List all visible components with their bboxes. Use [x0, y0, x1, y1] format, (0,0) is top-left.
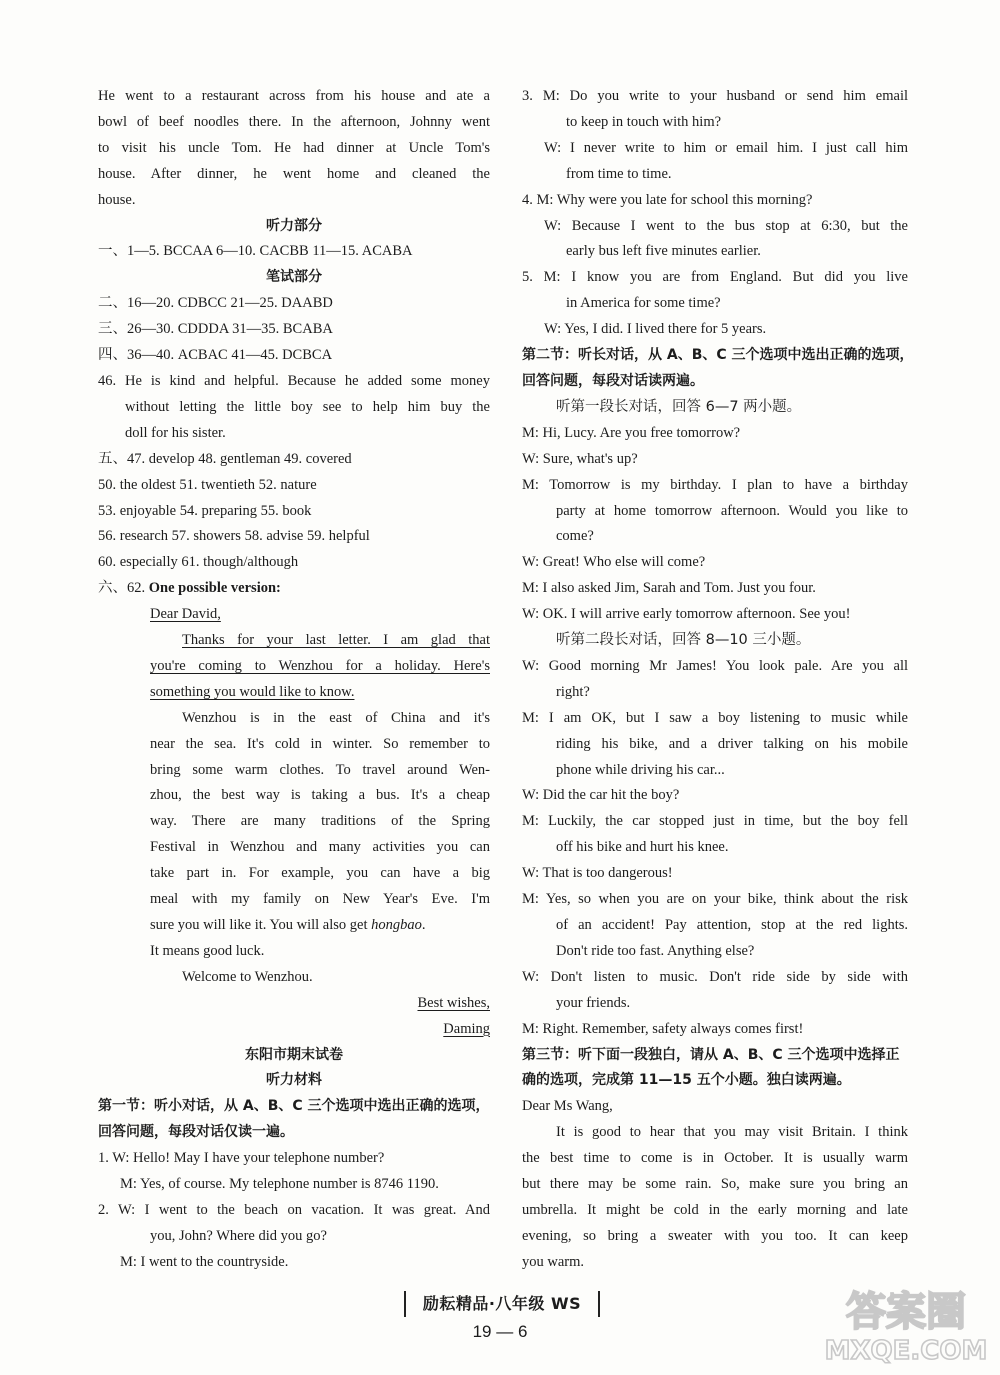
dialog-line: M: Yes, so when you are on your bike, think about the risk	[522, 891, 908, 908]
letter-signature: Daming	[443, 1020, 490, 1037]
monologue-greeting: Dear Ms Wang,	[522, 1098, 613, 1115]
watermark-url: MXQE.COM	[824, 1336, 988, 1366]
dialog-line: M: I went to the countryside.	[120, 1253, 289, 1270]
footer-brand: 励耘精品·八年级 WS	[404, 1291, 600, 1317]
section-instruction: 回答问题，每段对话读两遍。	[522, 372, 704, 389]
answer-title: One possible version:	[148, 580, 281, 597]
material-title: 听力材料	[266, 1072, 322, 1089]
page-number: 19 — 6	[472, 1322, 528, 1341]
dialog-line: M: Tomorrow is my birthday. I plan to have a birthday	[522, 476, 908, 493]
letter-welcome: Welcome to Wenzhou.	[182, 968, 313, 985]
dialog-line: to keep in touch with him?	[566, 113, 722, 130]
letter-line: take part in. For example, you can have a big	[150, 865, 490, 882]
dialog-line: M: I am OK, but I saw a boy listening to music while	[522, 709, 908, 726]
dialog-line: Don't ride too fast. Anything else?	[556, 942, 755, 959]
answer-line: 一、1—5. BCCAA 6—10. CACBB 11—15. ACABA	[98, 243, 413, 260]
letter-line: Thanks for your last letter. I am glad that	[182, 632, 490, 649]
letter-line: meal with my family on New Year's Eve. I'm	[150, 891, 490, 908]
monologue-line: the best time to come is in October. It is usually warm	[522, 1150, 908, 1167]
listening-heading: 听力部分	[266, 217, 322, 234]
answer-line: 60. especially 61. though/although	[98, 554, 299, 571]
monologue-line: but there may be some rain. So, make sure you bring an	[522, 1176, 908, 1193]
dialog-line: you, John? Where did you go?	[150, 1227, 327, 1244]
dialog-line: W: That is too dangerous!	[522, 865, 673, 882]
answer-line: 四、36—40. ACBAC 41—45. DCBCA	[98, 347, 333, 364]
letter-line: way. There are many traditions of the Spring	[150, 813, 490, 830]
section-instruction: 第一节：听小对话，从 A、B、C 三个选项中选出正确的选项，	[98, 1098, 490, 1115]
answer-line: 56. research 57. showers 58. advise 59. helpful	[98, 528, 370, 545]
dialog-line: party at home tomorrow afternoon. Would you like to	[556, 502, 908, 519]
dialog-line: from time to time.	[566, 165, 672, 182]
dialog-line: riding his bike, and a driver talking on his mobile	[556, 735, 908, 752]
essay-line: bowl of beef noodles there. In the afternoon, Johnny went	[98, 113, 490, 130]
dialog-line: W: I never write to him or email him. I just call him	[544, 139, 908, 156]
answer-line: 三、26—30. CDDDA 31—35. BCABA	[98, 321, 333, 338]
watermark-chars: 答案圈	[846, 1289, 966, 1335]
letter-line: near the sea. It's cold in winter. So remember to	[150, 735, 490, 752]
letter-line: you're coming to Wenzhou for a holiday. Here's	[150, 657, 490, 674]
letter-closing: Best wishes,	[417, 994, 490, 1011]
right-column	[522, 84, 914, 1276]
dialog-line: M: I also asked Jim, Sarah and Tom. Just you four.	[522, 580, 816, 597]
essay-line: house. After dinner, he went home and cleaned the	[98, 165, 490, 182]
section-instruction: 确的选项，完成第 11—15 五个小题。独白读两遍。	[522, 1072, 851, 1089]
dialog-line: come?	[556, 528, 594, 545]
dialog-line: W: Yes, I did. I lived there for 5 years.	[544, 321, 767, 338]
dialog-line: your friends.	[556, 994, 631, 1011]
monologue-line: umbrella. It might be cold in the early morning and late	[522, 1201, 908, 1218]
dialog-line: 5. M: I know you are from England. But did you live	[522, 269, 908, 286]
dialog-line: phone while driving his car...	[556, 761, 725, 778]
dialog-line: W: OK. I will arrive early tomorrow afternoon. See you!	[522, 606, 851, 623]
section-instruction: 回答问题，每段对话仅读一遍。	[98, 1124, 294, 1141]
dialog-line: W: Because I went to the bus stop at 6:30, but the	[544, 217, 908, 234]
exam-title: 东阳市期末试卷	[245, 1046, 343, 1063]
answer-line: 二、16—20. CDBCC 21—25. DAABD	[98, 295, 333, 312]
dialog-line: W: Did the car hit the boy?	[522, 787, 680, 804]
letter-line: Festival in Wenzhou and many activities you can	[150, 839, 490, 856]
dialog-line: 1. W: Hello! May I have your telephone number?	[98, 1150, 385, 1167]
section-instruction: 第三节：听下面一段独白，请从 A、B、C 三个选项中选择正	[522, 1046, 900, 1063]
watermark-icon	[820, 1281, 992, 1367]
letter-line: bring some warm clothes. To travel around Wen-	[150, 761, 490, 778]
dialog-line: 3. M: Do you write to your husband or send him email	[522, 88, 908, 104]
dialog-line: off his bike and hurt his knee.	[556, 839, 729, 856]
watermark-logo	[820, 1281, 992, 1367]
answer-line	[98, 576, 490, 602]
essay-line: to visit his uncle Tom. He had dinner at Uncle Tom's	[98, 139, 490, 156]
written-heading: 笔试部分	[266, 269, 322, 286]
answer-line: without letting the little boy see to help him buy the	[125, 398, 490, 415]
dialog-line: W: Great! Who else will come?	[522, 554, 706, 571]
dialog-line: M: Right. Remember, safety always comes first!	[522, 1020, 804, 1037]
dialog-line: W: Sure, what's up?	[522, 450, 638, 467]
monologue-line: you warm.	[522, 1253, 585, 1270]
dialog-line: W: Don't listen to music. Don't ride side by side with	[522, 968, 908, 985]
monologue-line: It is good to hear that you may visit Britain. I think	[556, 1124, 908, 1141]
answer-label: 六、62.	[98, 580, 149, 597]
dialog-line: 2. W: I went to the beach on vacation. It was great. And	[98, 1201, 490, 1218]
essay-line: house.	[98, 191, 136, 208]
dialog-line: M: Yes, of course. My telephone number is 8746 1190.	[120, 1176, 439, 1193]
letter-line: zhou, the best way is taking a bus. It's a cheap	[150, 787, 490, 804]
dialog-line: W: Good morning Mr James! You look pale. Are you all	[522, 657, 908, 674]
long-dialog-intro: 听第二段长对话，回答 8—10 三小题。	[556, 632, 811, 649]
letter-line: It means good luck.	[150, 942, 265, 959]
dialog-line: right?	[556, 683, 590, 700]
answer-line: doll for his sister.	[125, 424, 226, 441]
letter-greeting: Dear David,	[150, 606, 221, 623]
answer-line: 50. the oldest 51. twentieth 52. nature	[98, 476, 317, 493]
monologue-line: evening, so bring a sweater with you too. It can keep	[522, 1227, 908, 1244]
letter-line: something you would like to know.	[150, 683, 355, 700]
dialog-line: early bus left five minutes earlier.	[566, 243, 761, 260]
section-instruction: 第二节：听长对话，从 A、B、C 三个选项中选出正确的选项，	[522, 347, 914, 364]
dialog-line: M: Luckily, the car stopped just in time, but the boy fell	[522, 813, 908, 830]
left-column	[98, 84, 490, 1276]
answer-line: 46. He is kind and helpful. Because he added some money	[98, 372, 490, 389]
essay-line: He went to a restaurant across from his house and ate a	[98, 88, 490, 104]
hongbao-word: hongbao	[371, 917, 422, 933]
answer-line: 53. enjoyable 54. preparing 55. book	[98, 502, 312, 519]
dialog-line: in America for some time?	[566, 295, 721, 312]
dialog-line: 4. M: Why were you late for school this morning?	[522, 191, 813, 208]
answer-line: 五、47. develop 48. gentleman 49. covered	[98, 450, 352, 467]
long-dialog-intro: 听第一段长对话，回答 6—7 两小题。	[556, 398, 802, 415]
dialog-line: M: Hi, Lucy. Are you free tomorrow?	[522, 424, 741, 441]
letter-line: sure you will like it. You will also get hongbao.	[150, 917, 426, 933]
dialog-line: of an accident! Pay attention, stop at the red lights.	[556, 917, 908, 933]
letter-line: Wenzhou is in the east of China and it's	[182, 709, 490, 726]
